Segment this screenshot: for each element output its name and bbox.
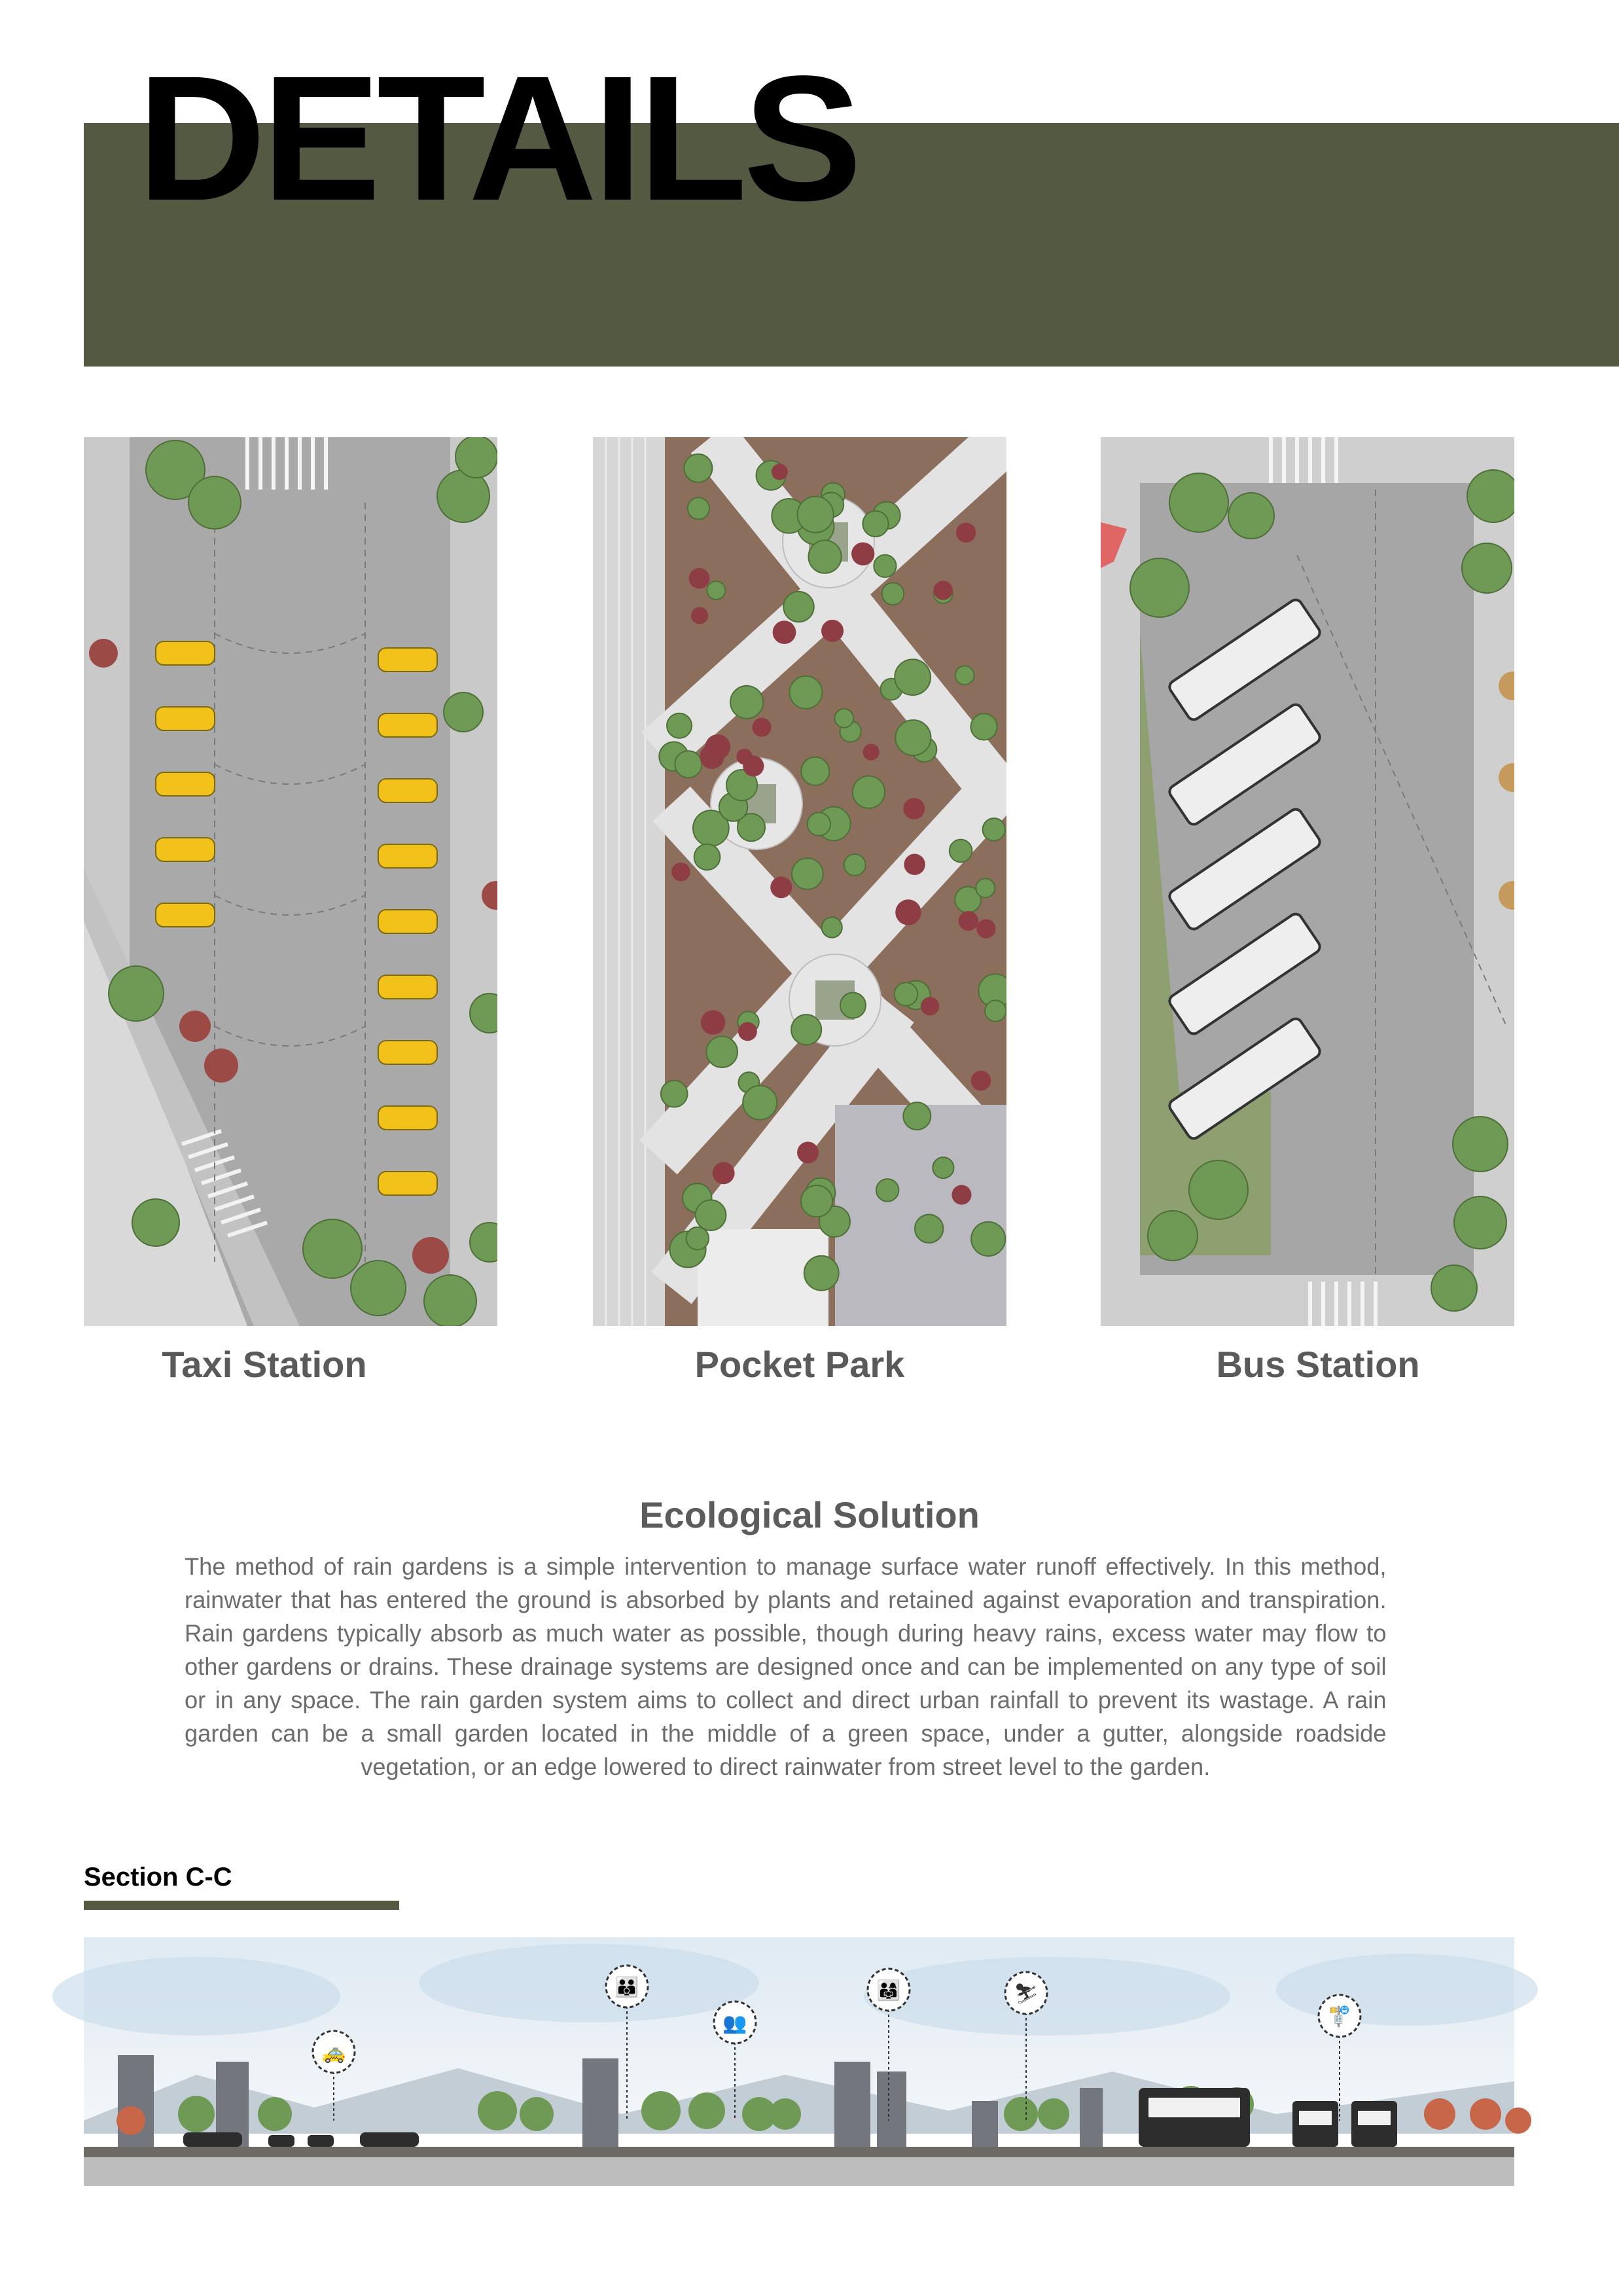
park-tree xyxy=(876,1179,898,1201)
taxi-station-drawing xyxy=(84,437,497,1326)
taxi-station-plan xyxy=(84,437,497,1326)
park-tree xyxy=(985,1000,1006,1021)
flowering-tree xyxy=(752,718,771,737)
page-title: DETAILS xyxy=(137,39,859,238)
park-tree xyxy=(791,1014,821,1045)
park-tree xyxy=(874,555,896,577)
flowering-tree xyxy=(772,464,788,480)
park-tree xyxy=(808,812,830,835)
section-underline xyxy=(84,1901,399,1910)
taxi xyxy=(378,910,437,933)
park-tree xyxy=(783,592,813,622)
flowering-tree xyxy=(895,899,921,925)
park-tree xyxy=(730,686,763,719)
flowering-tree xyxy=(851,543,874,565)
svg-text:👨‍👩‍👧: 👨‍👩‍👧 xyxy=(876,1979,901,2002)
svg-text:👥: 👥 xyxy=(722,2012,747,2035)
park-tree xyxy=(853,776,885,808)
park-tree xyxy=(955,666,974,685)
flowering-tree xyxy=(921,997,939,1015)
park-tree xyxy=(804,1256,839,1291)
park-tree xyxy=(694,844,721,870)
park-tree xyxy=(696,1200,726,1230)
taxi xyxy=(378,713,437,737)
park-tree xyxy=(895,659,931,695)
bus-station-label: Bus Station xyxy=(1216,1344,1420,1385)
park-tree xyxy=(688,497,709,519)
park-tree xyxy=(895,982,918,1006)
ecological-description: The method of rain gardens is a simple intervention to manage surface water runoff effectively. In this method, rainwater that has entered the ground is absorbed by plants and retained against evaporation and transpiration. Rain gardens typically absorb as much water as possible, though during heavy rains, excess water may flow to other gardens or drains. These drainage systems are designed once and can be implemented on any type of soil or in any space. The rain garden system aims to collect and direct urban rainfall to prevent its wastage. A rain garden can be a small garden located in the middle of a green space, under a gutter, alongside roadside vegetation, or an edge lowered to direct rainwater from street level to the garden. xyxy=(185,1553,1387,1780)
flowering-tree xyxy=(736,749,753,765)
park-tree xyxy=(840,993,866,1018)
bus-station-drawing xyxy=(1101,437,1514,1326)
flowering-tree xyxy=(976,919,995,938)
flowering-tree xyxy=(821,620,844,642)
bus-station-plan xyxy=(1101,437,1514,1326)
taxi-row-right xyxy=(378,648,437,1195)
flowering-tree xyxy=(952,1185,971,1205)
park-tree xyxy=(976,878,995,897)
park-tree xyxy=(971,1222,1005,1256)
park-tree xyxy=(675,751,702,778)
taxi xyxy=(378,1041,437,1064)
park-tree xyxy=(933,1157,953,1178)
taxi xyxy=(156,641,215,665)
park-tree xyxy=(798,496,834,532)
park-tree xyxy=(882,583,904,605)
flowering-tree xyxy=(770,876,792,898)
park-tree xyxy=(895,720,931,755)
taxi-station-label: Taxi Station xyxy=(162,1344,367,1385)
park-tree xyxy=(983,818,1006,841)
park-tree xyxy=(863,511,888,537)
taxi xyxy=(156,903,215,927)
park-tree xyxy=(822,917,842,937)
park-tree xyxy=(808,541,841,573)
park-tree xyxy=(661,1081,688,1107)
park-tree xyxy=(915,1215,943,1243)
ecological-heading: Ecological Solution xyxy=(639,1494,980,1535)
pocket-park-drawing xyxy=(593,437,1006,1326)
flowering-tree xyxy=(959,911,978,931)
svg-text:🚏: 🚏 xyxy=(1327,2005,1352,2028)
park-tree xyxy=(707,581,725,600)
section-c-c-drawing xyxy=(0,1924,1619,2199)
flowering-tree xyxy=(705,734,730,760)
park-tree xyxy=(792,858,823,889)
park-tree xyxy=(950,840,972,863)
park-tree xyxy=(970,713,997,740)
svg-text:🚕: 🚕 xyxy=(321,2041,346,2064)
taxi xyxy=(378,1172,437,1195)
park-tree xyxy=(789,676,822,709)
taxi xyxy=(378,779,437,802)
park-tree xyxy=(743,1086,777,1120)
taxi xyxy=(156,772,215,796)
flowering-tree xyxy=(904,854,925,875)
flowering-tree xyxy=(933,581,953,600)
taxi xyxy=(378,844,437,868)
pocket-park-plan xyxy=(593,437,1006,1326)
svg-text:⛷: ⛷ xyxy=(1013,1982,1039,2005)
park-tree xyxy=(844,854,866,876)
taxi xyxy=(156,838,215,861)
taxi xyxy=(378,1106,437,1130)
flowering-tree xyxy=(738,1022,757,1041)
flowering-tree xyxy=(956,523,976,543)
flowering-tree xyxy=(701,1010,726,1035)
park-tree xyxy=(801,1185,832,1217)
flowering-tree xyxy=(903,798,925,819)
flowering-tree xyxy=(863,744,879,760)
flowering-tree xyxy=(691,607,708,624)
section-elevation xyxy=(0,1924,1619,2199)
pocket-park-label: Pocket Park xyxy=(694,1344,905,1385)
section-label: Section C-C xyxy=(84,1863,232,1892)
flowering-tree xyxy=(773,620,796,644)
taxi xyxy=(378,648,437,672)
taxi xyxy=(378,975,437,999)
park-tree xyxy=(684,454,712,482)
park-tree xyxy=(903,1102,931,1130)
flowering-tree xyxy=(797,1141,819,1163)
flowering-tree xyxy=(971,1071,991,1091)
park-tree xyxy=(801,757,829,785)
park-tree xyxy=(706,1036,738,1067)
flowering-tree xyxy=(713,1162,735,1184)
flowering-tree xyxy=(689,568,710,589)
flowering-tree xyxy=(671,863,690,881)
park-tree xyxy=(667,713,692,738)
taxi xyxy=(156,707,215,730)
svg-text:👪: 👪 xyxy=(614,1976,639,1999)
park-tree xyxy=(686,1227,709,1250)
park-tree xyxy=(835,709,854,728)
